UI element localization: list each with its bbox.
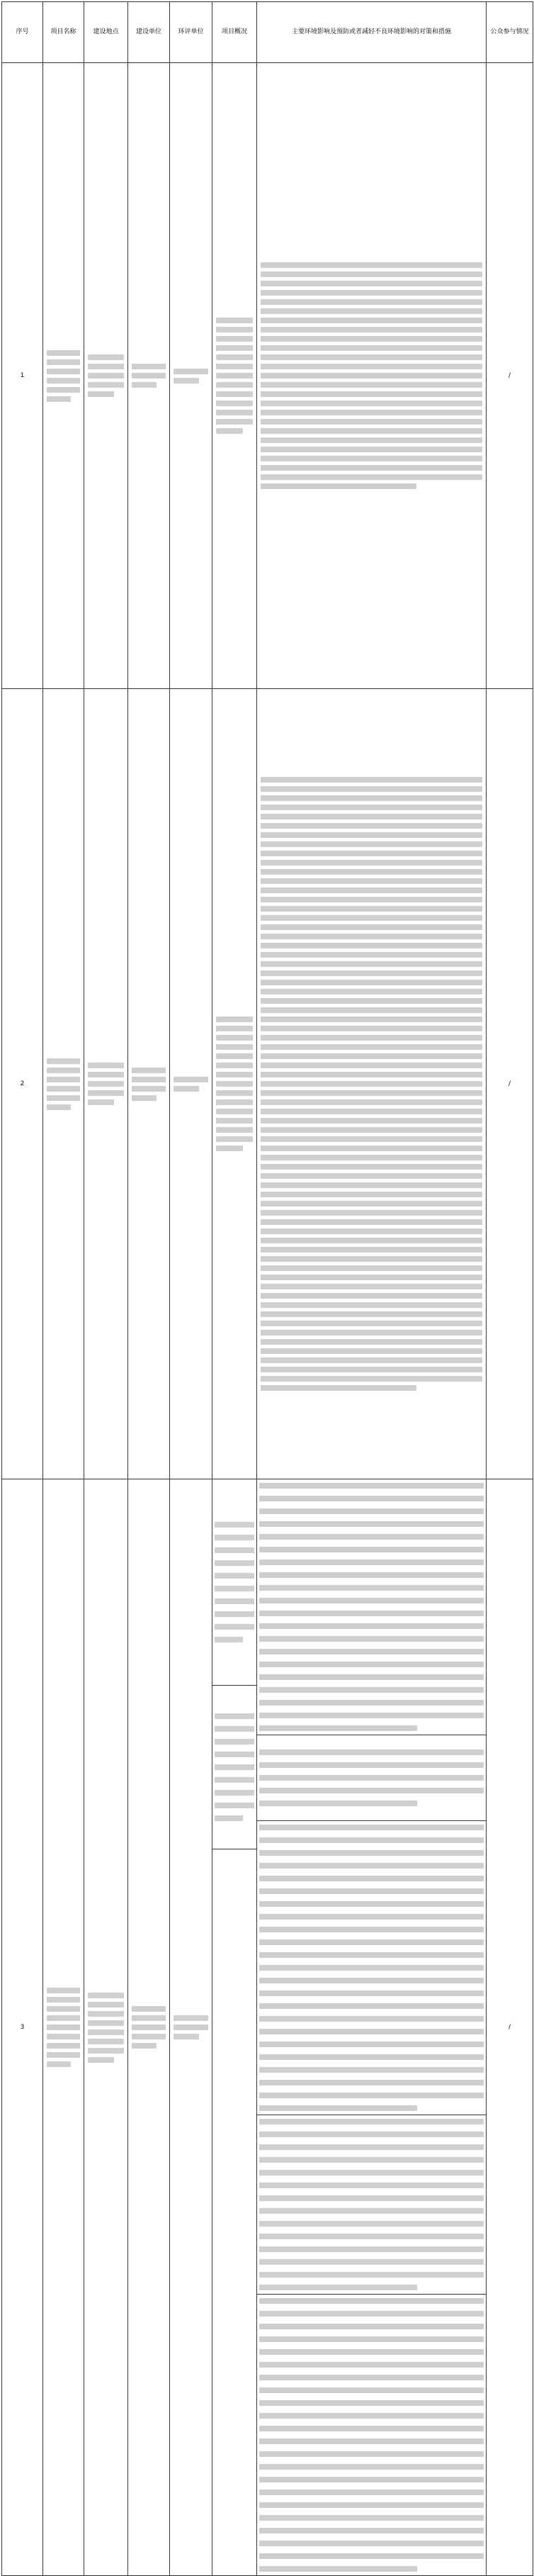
overview-part-1 [212,1479,256,1686]
row-eia-unit [170,1479,212,2576]
header-unit: 建设单位 [128,2,170,63]
row-seq: 3 [2,1479,43,2576]
row-measures [257,689,487,1479]
row-participation: / [487,63,533,689]
overview-part-3 [212,1849,256,2575]
overview-part-2 [212,1686,256,1849]
row-unit [128,689,170,1479]
row-overview [212,63,257,689]
row-location [84,1479,128,2576]
row-unit [128,1479,170,2576]
header-seq: 序号 [2,2,43,63]
table-row [2,1479,533,2576]
header-location: 建设地点 [84,2,128,63]
measures-part-1 [257,1479,486,1735]
row-location [84,689,128,1479]
row-unit [128,63,170,689]
row-seq: 1 [2,63,43,689]
header-measures: 主要环境影响及预防或者减轻不良环境影响的对策和措施 [257,2,487,63]
row-overview [212,689,257,1479]
measures-part-2 [257,1735,486,1821]
row-measures [257,1479,487,2576]
measures-part-5 [257,2295,486,2575]
measures-part-4 [257,2115,486,2295]
row-participation: / [487,1479,533,2576]
row-measures [257,63,487,689]
header-eia-unit: 环评单位 [170,2,212,63]
row-eia-unit [170,63,212,689]
row-project-name [43,63,84,689]
row-project-name [43,689,84,1479]
row-seq: 2 [2,689,43,1479]
header-overview: 项目概况 [212,2,257,63]
table-row [2,63,533,689]
row-participation: / [487,689,533,1479]
row-overview [212,1479,257,2576]
row-project-name [43,1479,84,2576]
eia-project-table [1,1,533,2576]
table-row [2,689,533,1479]
header-participation: 公众参与情况 [487,2,533,63]
measures-part-3 [257,1821,486,2115]
row-location [84,63,128,689]
header-project-name: 项目名称 [43,2,84,63]
row-eia-unit [170,689,212,1479]
header-row [2,2,533,63]
